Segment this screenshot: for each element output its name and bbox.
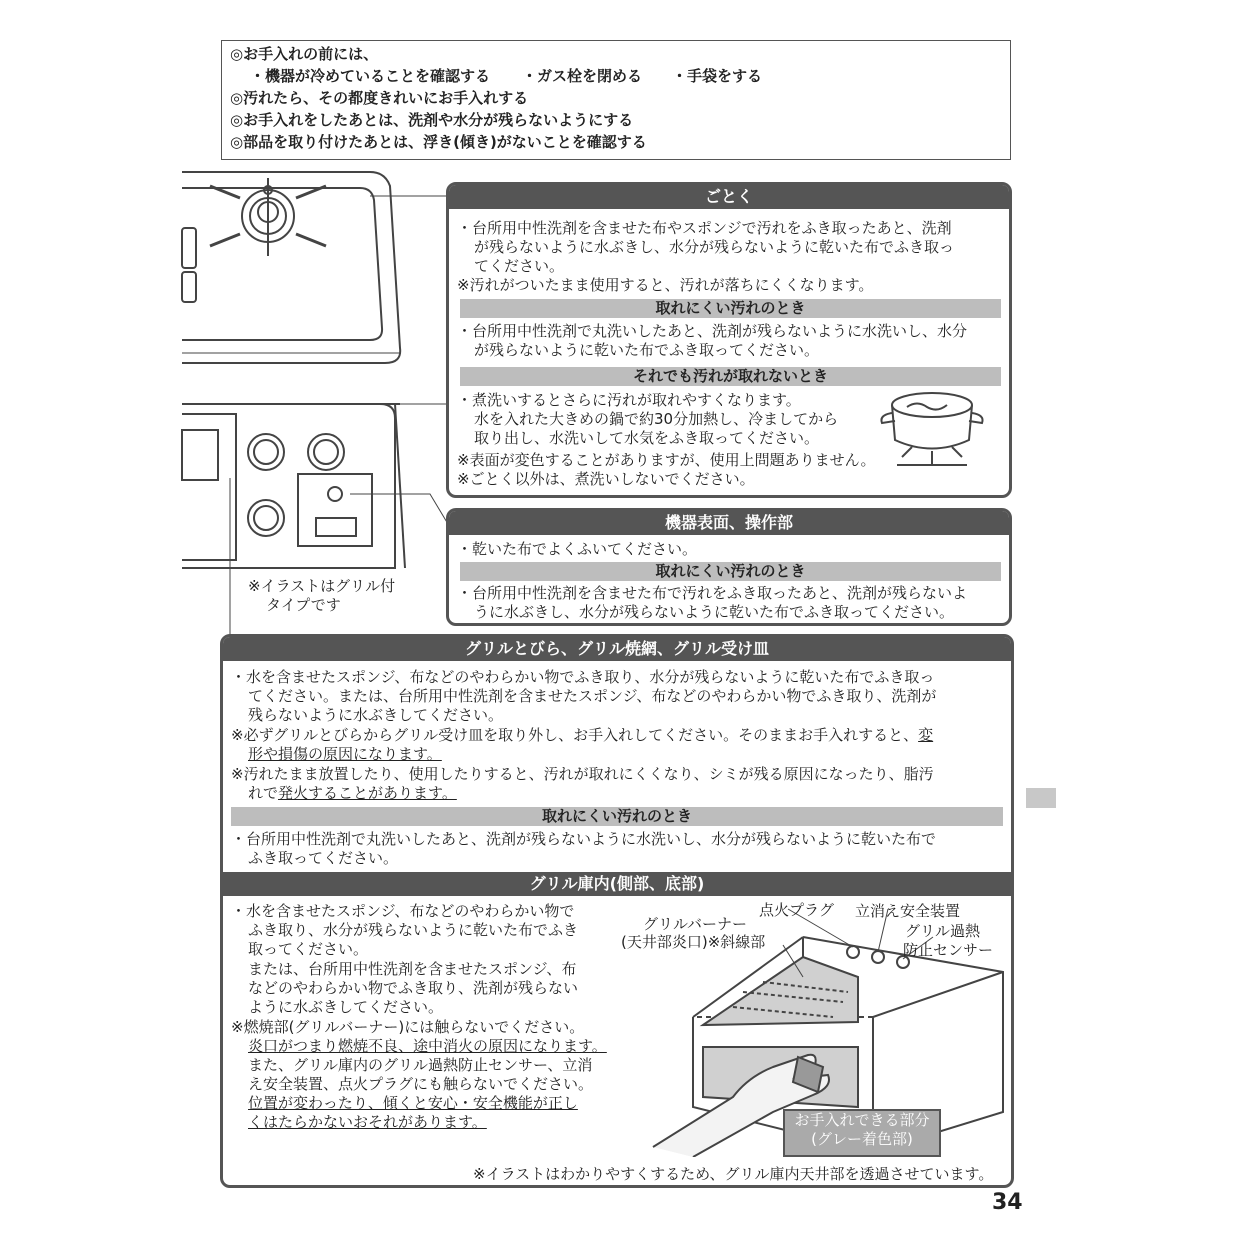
precaution-gas: ・ガス栓を閉める [522,67,643,85]
grill-sub-hard: 取れにくい汚れのとき [231,807,1003,826]
gi-p1-l6: ように水ぶきしてください。 [248,998,444,1016]
precaution-line-5: ◎部品を取り付けたあとは、浮き(傾き)がないことを確認する [230,133,647,151]
gi-note2-l1: また、グリル庫内のグリル過熱防止センサー、立消 [248,1056,593,1074]
surface-sub-hard: 取れにくい汚れのとき [460,562,1001,581]
grill-note1-underlined: 変 [918,726,934,744]
gotoku-p3-l2: 水を入れた大きめの鍋で約30分加熱し、冷ましてから [474,410,839,428]
grill-p2-l2: ふき取ってください。 [248,849,399,867]
gi-p1-l3: 取ってください。 [248,940,369,958]
gotoku-p3-l3: 取り出し、水洗いして水気をふき取ってください。 [474,429,820,447]
surface-p2-l2: うに水ぶきし、水分が残らないように乾いた布でふき取ってください。 [474,603,955,621]
gi-note1-underlined: 炎口がつまり燃焼不良、途中消火の原因になります。 [248,1037,607,1055]
gotoku-p2-l2: が残らないように乾いた布でふき取ってください。 [474,341,820,359]
grill-note2-underlined: 発火することがあります。 [278,784,457,802]
grill-p1-l1: ・水を含ませたスポンジ、布などのやわらかい物でふき取り、水分が残らないように乾いた布でふき取っ [231,668,935,686]
surface-title: 機器表面、操作部 [449,511,1009,535]
precaution-line-1: ◎お手入れの前には、 [230,45,379,63]
label-burner-2: (天井部炎口)※斜線部 [621,933,766,951]
gotoku-p1-l3: てください。 [474,257,565,275]
badge-line-1: お手入れできる部分 [794,1111,930,1129]
precautions-box [221,40,1011,160]
gotoku-p3-l1: ・煮洗いするとさらに汚れが取れやすくなります。 [457,391,801,409]
page-number: 34 [992,1190,1023,1215]
gi-note2u-l1: 位置が変わったり、傾くと安心・安全機能が正し [248,1094,578,1112]
label-sensor-2: 防止センサー [903,941,994,959]
grill-panel [220,634,1014,1188]
illust-note-1: ※イラストはグリル付 [248,577,396,595]
illust-note-2: タイプです [266,596,341,614]
grill-note1-line [231,726,933,745]
grill-note2-l2 [248,784,457,803]
grill-note1-text: ※必ずグリルとびらからグリル受け皿を取り外し、お手入れしてください。そのままお手入れすると、 [231,726,919,744]
label-safety: 立消え安全装置 [855,902,961,920]
grill-note2-prefix: れで [248,784,279,802]
boiling-pot-illustration [877,385,987,485]
precaution-line-4: ◎お手入れをしたあとは、洗剤や水分が残らないようにする [230,111,634,129]
badge-line-2: (グレー着色部) [811,1130,913,1148]
gotoku-sub-still: それでも汚れが取れないとき [460,367,1001,386]
gotoku-p2-l1: ・台所用中性洗剤で丸洗いしたあと、洗剤が残らないように水洗いし、水分 [457,322,968,340]
gi-note2u-l2: くはたらかないおそれがあります。 [248,1113,487,1131]
gotoku-note-1: ※汚れがついたまま使用すると、汚れが落ちにくくなります。 [457,276,874,294]
section-tab-marker [1026,788,1056,808]
surface-p2-l1: ・台所用中性洗剤を含ませた布で汚れをふき取ったあと、洗剤が残らないよ [457,584,968,602]
precaution-line-3: ◎汚れたら、その都度きれいにお手入れする [230,89,529,107]
gi-p1-l4: または、台所用中性洗剤を含ませたスポンジ、布 [248,960,577,978]
gotoku-sub-hard: 取れにくい汚れのとき [460,299,1001,318]
stove-illustration [180,168,450,638]
label-plug: 点火プラグ [759,901,835,919]
grill-p2-l1: ・台所用中性洗剤で丸洗いしたあと、洗剤が残らないように水洗いし、水分が残らないように乾いた布で [231,830,937,848]
gi-p1-l2: ふき取り、水分が残らないように乾いた布でふき [248,921,579,939]
gotoku-note-2: ※表面が変色することがありますが、使用上問題ありません。 [457,451,876,469]
label-burner-1: グリルバーナー [643,915,747,933]
gotoku-p1-l2: が残らないように水ぶきし、水分が残らないように乾いた布でふき取っ [474,238,955,256]
grill-p1-l3: 残らないように水ぶきしてください。 [248,706,504,724]
gotoku-title: ごとく [449,185,1009,209]
gotoku-note-3: ※ごとく以外は、煮洗いしないでください。 [457,470,755,488]
surface-p1: ・乾いた布でよくふいてください。 [457,540,698,558]
precaution-cool: ・機器が冷めていることを確認する [250,67,491,85]
grill-p1-l2: てください。または、台所用中性洗剤を含ませたスポンジ、布などのやわらかい物でふき取り、洗剤が [248,687,937,705]
gi-note1: ※燃焼部(グリルバーナー)には触らないでください。 [231,1018,585,1036]
grillinside-title: グリル庫内(側部、底部) [223,872,1011,896]
cleanable-area-badge [783,1109,941,1157]
grill-title: グリルとびら、グリル焼網、グリル受け皿 [223,637,1011,661]
surface-panel [446,508,1012,626]
gi-p1-l5: などのやわらかい物でふき取り、洗剤が残らない [248,979,579,997]
gi-p1-l1: ・水を含ませたスポンジ、布などのやわらかい物で [231,902,575,920]
grillinside-footnote: ※イラストはわかりやすくするため、グリル庫内天井部を透過させています。 [473,1165,994,1183]
gotoku-panel [446,182,1012,498]
grill-note1-cont: 形や損傷の原因になります。 [248,745,442,763]
grill-note2-l1: ※汚れたまま放置したり、使用したりすると、汚れが取れにくくなり、シミが残る原因になったり、脂汚 [231,765,934,783]
gotoku-p1-l1: ・台所用中性洗剤を含ませた布やスポンジで汚れをふき取ったあと、洗剤 [457,219,952,237]
precaution-gloves: ・手袋をする [672,67,763,85]
gi-note2-l2: え安全装置、点火プラグにも触らないでください。 [248,1075,594,1093]
label-sensor-1: グリル過熱 [905,922,981,940]
